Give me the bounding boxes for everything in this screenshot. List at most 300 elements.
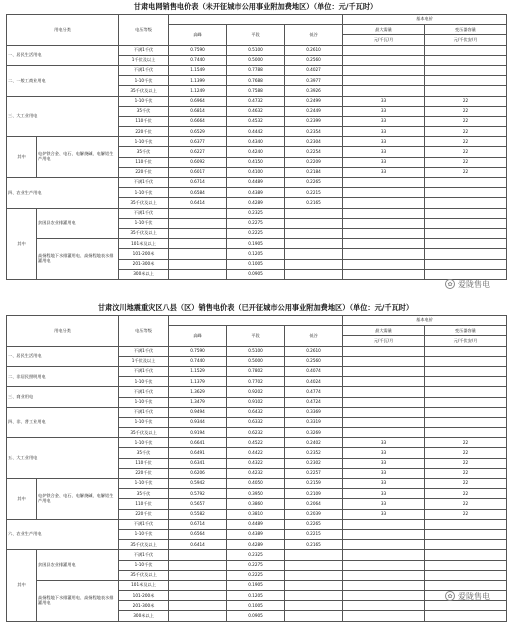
- table-row: [7, 387, 507, 397]
- table-row: [7, 407, 507, 417]
- max-demand-cell: [343, 65, 425, 75]
- valley-price-cell: 0.2302: [285, 458, 343, 468]
- peak-price-cell: 1.1529: [169, 366, 227, 376]
- flat-price-cell: 0.5100: [227, 346, 285, 356]
- capacity-cell: [425, 540, 507, 550]
- valley-price-cell: [285, 259, 343, 269]
- capacity-cell: [425, 188, 507, 198]
- flat-price-cell: 0.4240: [227, 147, 285, 157]
- group-label: 六、农业生产用电: [7, 519, 119, 550]
- voltage-cell: 35千伏及以上: [119, 228, 169, 238]
- peak-price-cell: 0.6491: [169, 448, 227, 458]
- capacity-cell: 22: [425, 106, 507, 116]
- peak-price-cell: 0.7590: [169, 45, 227, 55]
- voltage-cell: 1-10千伏: [119, 218, 169, 228]
- capacity-cell: [425, 519, 507, 529]
- table-row: [7, 65, 507, 75]
- max-demand-cell: [343, 188, 425, 198]
- capacity-cell: [425, 356, 507, 366]
- watermark-text: 爱陇售电: [458, 279, 490, 289]
- peak-price-cell: 0.6641: [169, 438, 227, 448]
- valley-price-cell: 0.2209: [285, 157, 343, 167]
- valley-price-cell: [285, 591, 343, 601]
- voltage-cell: 不满1千伏: [119, 208, 169, 218]
- voltage-cell: 1-10千伏: [119, 438, 169, 448]
- table1-title: 甘肃电网销售电价表（未开征城市公用事业附加费地区）（单位：元/千瓦时）: [133, 2, 378, 11]
- capacity-cell: 22: [425, 499, 507, 509]
- flat-price-cell: 0.4322: [227, 458, 285, 468]
- header-basic-price: 基本电价: [343, 15, 507, 25]
- max-demand-cell: [343, 560, 425, 570]
- group-label: 一、居民生活用电: [7, 346, 119, 366]
- header-voltage: 电压等级: [119, 316, 169, 347]
- voltage-cell: 35千伏: [119, 106, 169, 116]
- group-label: 三、大工业用电: [7, 96, 119, 137]
- capacity-cell: [425, 346, 507, 356]
- flat-price-cell: 0.5100: [227, 45, 285, 55]
- voltage-cell: 110千伏: [119, 458, 169, 468]
- peak-price-cell: [169, 591, 227, 601]
- capacity-cell: [425, 55, 507, 65]
- flat-price-cell: 0.4100: [227, 167, 285, 177]
- max-demand-cell: 33: [343, 167, 425, 177]
- header-capacity: 变压器容量: [425, 25, 507, 35]
- max-demand-cell: [343, 228, 425, 238]
- valley-price-cell: [285, 611, 343, 621]
- voltage-cell: 101米及以上: [119, 239, 169, 249]
- valley-price-cell: 0.2560: [285, 356, 343, 366]
- valley-price-cell: 0.2215: [285, 188, 343, 198]
- subgroup-label: 贫困县农业排灌用电: [37, 208, 119, 239]
- peak-price-cell: 0.6341: [169, 458, 227, 468]
- peak-price-cell: 0.6564: [169, 529, 227, 539]
- valley-price-cell: 0.2402: [285, 438, 343, 448]
- voltage-cell: 201-300米: [119, 259, 169, 269]
- valley-price-cell: [285, 580, 343, 590]
- group-label: 四、农业生产用电: [7, 178, 119, 209]
- capacity-cell: [425, 377, 507, 387]
- max-demand-cell: [343, 529, 425, 539]
- capacity-cell: [425, 45, 507, 55]
- valley-price-cell: 0.2352: [285, 448, 343, 458]
- header-peak: 高峰: [169, 326, 227, 346]
- peak-price-cell: 0.6714: [169, 178, 227, 188]
- max-demand-cell: [343, 377, 425, 387]
- voltage-cell: 1千伏及以上: [119, 55, 169, 65]
- capacity-cell: 22: [425, 147, 507, 157]
- flat-price-cell: 0.2325: [227, 550, 285, 560]
- table-row: [7, 580, 507, 590]
- max-demand-cell: [343, 45, 425, 55]
- peak-price-cell: [169, 208, 227, 218]
- peak-price-cell: [169, 259, 227, 269]
- peak-price-cell: 0.6227: [169, 147, 227, 157]
- valley-price-cell: 0.2159: [285, 479, 343, 489]
- header-category: 用电分类: [7, 15, 119, 46]
- valley-price-cell: 0.2449: [285, 106, 343, 116]
- flat-price-cell: 0.4489: [227, 178, 285, 188]
- max-demand-cell: 33: [343, 489, 425, 499]
- peak-price-cell: 0.6964: [169, 96, 227, 106]
- max-demand-cell: [343, 366, 425, 376]
- flat-price-cell: 0.1005: [227, 601, 285, 611]
- capacity-cell: [425, 387, 507, 397]
- flat-price-cell: 0.1905: [227, 239, 285, 249]
- flat-price-cell: 0.4050: [227, 479, 285, 489]
- max-demand-cell: 33: [343, 147, 425, 157]
- voltage-cell: 101-200米: [119, 591, 169, 601]
- group-label: 其中: [7, 137, 37, 178]
- max-demand-cell: [343, 239, 425, 249]
- max-demand-cell: [343, 346, 425, 356]
- capacity-cell: [425, 407, 507, 417]
- flat-price-cell: 0.1205: [227, 249, 285, 259]
- voltage-cell: 1-10千伏: [119, 377, 169, 387]
- max-demand-cell: 33: [343, 127, 425, 137]
- header-basic-price: 基本电价: [343, 316, 507, 326]
- header-valley: 低谷: [285, 326, 343, 346]
- voltage-cell: 不满1千伏: [119, 178, 169, 188]
- capacity-cell: 22: [425, 137, 507, 147]
- peak-price-cell: 1.3629: [169, 387, 227, 397]
- peak-price-cell: 1.1249: [169, 86, 227, 96]
- capacity-cell: [425, 397, 507, 407]
- subgroup-label: 高扬程地下水排灌用电、高扬程地表水排灌用电: [37, 580, 119, 621]
- voltage-cell: 不满1千伏: [119, 550, 169, 560]
- capacity-cell: [425, 249, 507, 259]
- peak-price-cell: 0.9494: [169, 407, 227, 417]
- header-flat: 平段: [227, 25, 285, 45]
- header-blank: [169, 316, 343, 326]
- peak-price-cell: [169, 550, 227, 560]
- peak-price-cell: [169, 269, 227, 279]
- max-demand-cell: [343, 269, 425, 279]
- voltage-cell: 1-10千伏: [119, 76, 169, 86]
- max-demand-cell: [343, 580, 425, 590]
- max-demand-cell: [343, 428, 425, 438]
- peak-price-cell: 0.6377: [169, 137, 227, 147]
- valley-price-cell: [285, 570, 343, 580]
- group-label: 三、商业用电: [7, 387, 119, 407]
- peak-price-cell: [169, 228, 227, 238]
- valley-price-cell: 0.3926: [285, 86, 343, 96]
- peak-price-cell: 0.6017: [169, 167, 227, 177]
- flat-price-cell: 0.4522: [227, 438, 285, 448]
- flat-price-cell: 0.5000: [227, 356, 285, 366]
- peak-price-cell: 1.3479: [169, 397, 227, 407]
- max-demand-cell: 33: [343, 448, 425, 458]
- peak-price-cell: 0.7440: [169, 55, 227, 65]
- flat-price-cell: 0.1205: [227, 591, 285, 601]
- peak-price-cell: 0.9344: [169, 417, 227, 427]
- valley-price-cell: [285, 239, 343, 249]
- voltage-cell: 不满1千伏: [119, 65, 169, 75]
- valley-price-cell: 0.2399: [285, 116, 343, 126]
- max-demand-cell: 33: [343, 458, 425, 468]
- voltage-cell: 220千伏: [119, 509, 169, 519]
- capacity-cell: [425, 76, 507, 86]
- valley-price-cell: 0.2064: [285, 499, 343, 509]
- voltage-cell: 35千伏: [119, 448, 169, 458]
- header-max-demand-unit: 元/千瓦/月: [343, 336, 425, 346]
- group-label: 二、非居民照明用电: [7, 366, 119, 386]
- voltage-cell: 101米及以上: [119, 580, 169, 590]
- watermark-table1: [445, 278, 490, 290]
- max-demand-cell: [343, 407, 425, 417]
- flat-price-cell: 0.2275: [227, 560, 285, 570]
- valley-price-cell: [285, 560, 343, 570]
- valley-price-cell: [285, 208, 343, 218]
- subgroup-label: 电炉铁合金、电石、电解烧碱、电解铝生产用电: [37, 137, 119, 178]
- header-peak: 高峰: [169, 25, 227, 45]
- flat-price-cell: 0.4422: [227, 448, 285, 458]
- max-demand-cell: [343, 86, 425, 96]
- peak-price-cell: [169, 580, 227, 590]
- voltage-cell: 220千伏: [119, 468, 169, 478]
- valley-price-cell: 0.3977: [285, 76, 343, 86]
- capacity-cell: 22: [425, 127, 507, 137]
- table-row: [7, 239, 507, 249]
- voltage-cell: 110千伏: [119, 116, 169, 126]
- max-demand-cell: [343, 198, 425, 208]
- table-row: [7, 45, 507, 55]
- capacity-cell: [425, 570, 507, 580]
- capacity-cell: 22: [425, 157, 507, 167]
- flat-price-cell: 0.3950: [227, 489, 285, 499]
- max-demand-cell: [343, 259, 425, 269]
- valley-price-cell: 0.2184: [285, 167, 343, 177]
- voltage-cell: 1千伏及以上: [119, 356, 169, 366]
- header-max-demand: 最大需量: [343, 25, 425, 35]
- flat-price-cell: 0.7688: [227, 76, 285, 86]
- capacity-cell: [425, 178, 507, 188]
- table2-title: 甘肃汶川地震重灾区八县（区）销售电价表（已开征城市公用事业附加费地区）（单位：元/千瓦时）: [97, 303, 414, 312]
- voltage-cell: 35千伏及以上: [119, 570, 169, 580]
- flat-price-cell: 0.6432: [227, 407, 285, 417]
- capacity-cell: [425, 239, 507, 249]
- voltage-cell: 35千伏及以上: [119, 198, 169, 208]
- flat-price-cell: 0.6232: [227, 428, 285, 438]
- flat-price-cell: 0.4489: [227, 519, 285, 529]
- capacity-cell: 22: [425, 458, 507, 468]
- capacity-cell: [425, 208, 507, 218]
- peak-price-cell: 0.9194: [169, 428, 227, 438]
- peak-price-cell: 1.1549: [169, 65, 227, 75]
- table-row: [7, 178, 507, 188]
- capacity-cell: 22: [425, 479, 507, 489]
- flat-price-cell: 0.4632: [227, 106, 285, 116]
- table1-price-table: [6, 14, 507, 280]
- voltage-cell: 1-10千伏: [119, 529, 169, 539]
- max-demand-cell: 33: [343, 509, 425, 519]
- valley-price-cell: 0.2265: [285, 178, 343, 188]
- voltage-cell: 不满1千伏: [119, 387, 169, 397]
- voltage-cell: 101-200米: [119, 249, 169, 259]
- flat-price-cell: 0.4289: [227, 540, 285, 550]
- voltage-cell: 220千伏: [119, 167, 169, 177]
- capacity-cell: 22: [425, 96, 507, 106]
- flat-price-cell: 0.7588: [227, 86, 285, 96]
- peak-price-cell: 0.5582: [169, 509, 227, 519]
- table-row: [7, 479, 507, 489]
- wechat-logo-icon: ✿: [445, 591, 455, 601]
- max-demand-cell: [343, 397, 425, 407]
- valley-price-cell: [285, 550, 343, 560]
- max-demand-cell: 33: [343, 137, 425, 147]
- capacity-cell: [425, 65, 507, 75]
- voltage-cell: 不满1千伏: [119, 45, 169, 55]
- flat-price-cell: 0.2225: [227, 570, 285, 580]
- peak-price-cell: [169, 570, 227, 580]
- header-max-demand-unit: 元/千瓦/月: [343, 35, 425, 45]
- valley-price-cell: 0.2165: [285, 198, 343, 208]
- voltage-cell: 1-10千伏: [119, 188, 169, 198]
- valley-price-cell: 0.2610: [285, 346, 343, 356]
- max-demand-cell: [343, 178, 425, 188]
- flat-price-cell: 0.1905: [227, 580, 285, 590]
- flat-price-cell: 0.7702: [227, 377, 285, 387]
- table-row: [7, 137, 507, 147]
- valley-price-cell: 0.2215: [285, 529, 343, 539]
- valley-price-cell: 0.2354: [285, 127, 343, 137]
- voltage-cell: 110千伏: [119, 499, 169, 509]
- header-flat: 平段: [227, 326, 285, 346]
- capacity-cell: 22: [425, 468, 507, 478]
- peak-price-cell: [169, 218, 227, 228]
- max-demand-cell: [343, 519, 425, 529]
- valley-price-cell: [285, 269, 343, 279]
- flat-price-cell: 0.4150: [227, 157, 285, 167]
- flat-price-cell: 0.2275: [227, 218, 285, 228]
- header-category: 用电分类: [7, 316, 119, 347]
- flat-price-cell: 0.3860: [227, 499, 285, 509]
- peak-price-cell: [169, 560, 227, 570]
- header-voltage: 电压等级: [119, 15, 169, 46]
- group-label: 其中: [7, 208, 37, 279]
- voltage-cell: 201-300米: [119, 601, 169, 611]
- valley-price-cell: 0.4724: [285, 397, 343, 407]
- voltage-cell: 220千伏: [119, 127, 169, 137]
- valley-price-cell: 0.3319: [285, 417, 343, 427]
- header-max-demand: 最大需量: [343, 326, 425, 336]
- valley-price-cell: [285, 228, 343, 238]
- capacity-cell: [425, 550, 507, 560]
- capacity-cell: 22: [425, 167, 507, 177]
- capacity-cell: [425, 529, 507, 539]
- max-demand-cell: [343, 591, 425, 601]
- max-demand-cell: 33: [343, 479, 425, 489]
- subgroup-label: 贫困县农业排灌用电: [37, 550, 119, 581]
- max-demand-cell: [343, 208, 425, 218]
- capacity-cell: [425, 228, 507, 238]
- capacity-cell: 22: [425, 438, 507, 448]
- capacity-cell: 22: [425, 448, 507, 458]
- capacity-cell: 22: [425, 489, 507, 499]
- peak-price-cell: 1.1379: [169, 377, 227, 387]
- flat-price-cell: 0.6332: [227, 417, 285, 427]
- peak-price-cell: 0.6714: [169, 519, 227, 529]
- subgroup-label: 高扬程地下水排灌用电、高扬程地表水排灌用电: [37, 239, 119, 280]
- peak-price-cell: 0.7590: [169, 346, 227, 356]
- flat-price-cell: 0.4289: [227, 198, 285, 208]
- peak-price-cell: 0.6814: [169, 106, 227, 116]
- group-label: 一、居民生活用电: [7, 45, 119, 65]
- max-demand-cell: [343, 218, 425, 228]
- capacity-cell: 22: [425, 509, 507, 519]
- max-demand-cell: [343, 550, 425, 560]
- table-row: [7, 208, 507, 218]
- voltage-cell: 不满1千伏: [119, 519, 169, 529]
- voltage-cell: 35千伏: [119, 489, 169, 499]
- voltage-cell: 1-10千伏: [119, 560, 169, 570]
- max-demand-cell: 33: [343, 438, 425, 448]
- peak-price-cell: 0.5792: [169, 489, 227, 499]
- max-demand-cell: [343, 611, 425, 621]
- flat-price-cell: 0.4732: [227, 96, 285, 106]
- max-demand-cell: [343, 387, 425, 397]
- capacity-cell: [425, 560, 507, 570]
- max-demand-cell: [343, 417, 425, 427]
- valley-price-cell: 0.2257: [285, 468, 343, 478]
- voltage-cell: 1-10千伏: [119, 479, 169, 489]
- valley-price-cell: 0.2165: [285, 540, 343, 550]
- flat-price-cell: 0.4340: [227, 137, 285, 147]
- header-row: [7, 15, 507, 25]
- flat-price-cell: 0.9202: [227, 387, 285, 397]
- max-demand-cell: 33: [343, 468, 425, 478]
- flat-price-cell: 0.7802: [227, 366, 285, 376]
- flat-price-cell: 0.9102: [227, 397, 285, 407]
- header-valley: 低谷: [285, 25, 343, 45]
- group-label: 其中: [7, 550, 37, 621]
- flat-price-cell: 0.7788: [227, 65, 285, 75]
- valley-price-cell: 0.4074: [285, 366, 343, 376]
- peak-price-cell: [169, 611, 227, 621]
- group-label: 其中: [7, 479, 37, 520]
- max-demand-cell: 33: [343, 157, 425, 167]
- flat-price-cell: 0.0905: [227, 611, 285, 621]
- peak-price-cell: 0.6092: [169, 157, 227, 167]
- valley-price-cell: 0.2265: [285, 519, 343, 529]
- capacity-cell: [425, 428, 507, 438]
- max-demand-cell: [343, 356, 425, 366]
- table-row: [7, 438, 507, 448]
- flat-price-cell: 0.1005: [227, 259, 285, 269]
- flat-price-cell: 0.4389: [227, 188, 285, 198]
- watermark-table2: [445, 590, 490, 602]
- flat-price-cell: 0.4532: [227, 116, 285, 126]
- wechat-logo-icon: ✿: [445, 279, 455, 289]
- max-demand-cell: [343, 540, 425, 550]
- header-blank: [169, 15, 343, 25]
- capacity-cell: [425, 611, 507, 621]
- voltage-cell: 35千伏及以上: [119, 540, 169, 550]
- valley-price-cell: 0.4024: [285, 377, 343, 387]
- peak-price-cell: 0.5942: [169, 479, 227, 489]
- voltage-cell: 300米以上: [119, 269, 169, 279]
- valley-price-cell: 0.3269: [285, 428, 343, 438]
- voltage-cell: 不满1千伏: [119, 346, 169, 356]
- voltage-cell: 1-10千伏: [119, 137, 169, 147]
- voltage-cell: 35千伏及以上: [119, 428, 169, 438]
- capacity-cell: [425, 417, 507, 427]
- max-demand-cell: 33: [343, 116, 425, 126]
- peak-price-cell: [169, 239, 227, 249]
- voltage-cell: 不满1千伏: [119, 407, 169, 417]
- valley-price-cell: [285, 249, 343, 259]
- max-demand-cell: [343, 570, 425, 580]
- valley-price-cell: 0.2109: [285, 489, 343, 499]
